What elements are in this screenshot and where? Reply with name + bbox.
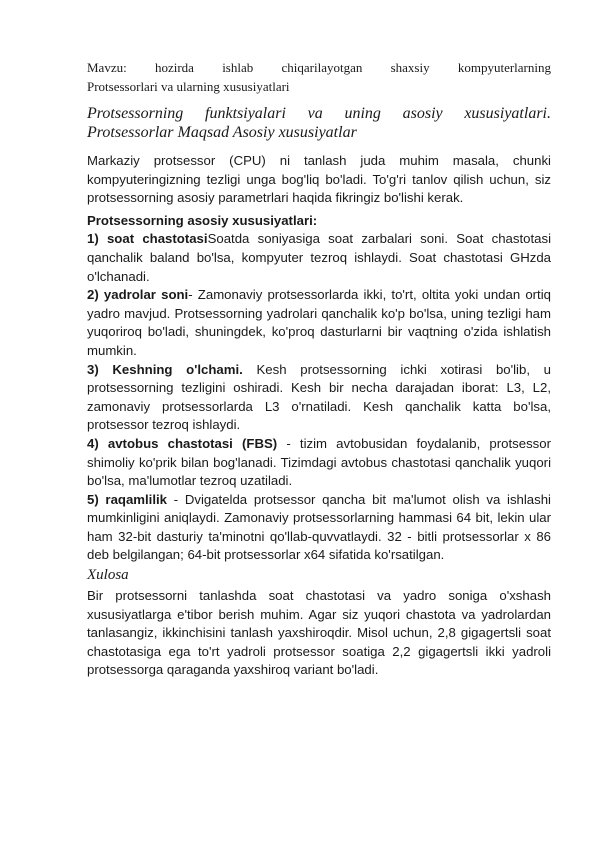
feature-term: 3) Keshning o'lchami. xyxy=(87,361,243,377)
feature-text: - tizim avtobusidan foydalanib, protsessor shimoliy ko'prik bilan bog'lanadi. Tizimdagi avtobus chastotasi qanchalik yuqori bo'lsa, ma'lumotlar tezroq uzatiladi. xyxy=(87,435,551,489)
feature-item-core-count xyxy=(87,286,551,360)
feature-item-bitness xyxy=(87,491,551,565)
feature-item-bus-frequency xyxy=(87,435,551,491)
feature-term: 4) avtobus chastotasi (FBS) xyxy=(87,435,278,451)
intro-paragraph: Markaziy protsessor (CPU) ni tanlash juda muhim masala, chunki kompyuteringizning tezligi unga bog'liq bo'ladi. To'g'ri tanlov qilish uchun, siz protsessorning asosiy parametrlari haqida fikringiz bo'lishi kerak. xyxy=(87,153,551,206)
section-subtitle xyxy=(87,104,551,142)
topic-title-line-2: Protsessorlari va ularning xususiyatlari xyxy=(87,79,290,94)
document-page xyxy=(87,58,551,680)
section-subtitle-line-2: Protsessorlar Maqsad Asosiy xususiyatlar xyxy=(87,124,357,141)
feature-term: 5) raqamlilik xyxy=(87,491,168,507)
feature-text: - Zamonaviy protsessorlarda ikki, to'rt, oltita yoki undan ortiq yadro mavjud. Protsessorning yadrolari qanchalik ko'p bo'lsa, uning tezligi ham yuqoriroq bo'ladi, shuningdek, ko'proq dasturlarni bir vaqtning o'zida ishlatish mumkin. xyxy=(87,287,551,358)
conclusion-title: Xulosa xyxy=(87,567,129,584)
feature-text: Soatda soniyasiga soat zarbalari soni. Soat chastotasi qanchalik baland bo'lsa, kompyuter tezroq ishlaydi. Soat chastotasi GHzda o'lchanadi. xyxy=(87,231,551,284)
topic-title-line-1: Mavzu: hozirda ishlab chiqarilayotgan shaxsiy kompyuterlarning xyxy=(87,60,551,75)
feature-item-clock-speed xyxy=(87,230,551,286)
feature-text: - Dvigatelda protsessor qancha bit ma'lumot olish va ishlashi mumkinligini aniqlaydi. Zamonaviy protsessorlarning hammasi 64 bit, lekin ular ham 32-bit dasturiy ta'minotni qo'llab-quvvatlaydi. 32 - bitli protsessorlar x 86 deb belgilangan; 64-bit protsessorlar x64 sifatida ko'rsatilgan. xyxy=(87,491,551,563)
feature-term: 1) soat chastotasi xyxy=(87,231,208,247)
feature-term: 2) yadrolar soni xyxy=(87,287,189,303)
features-heading: Protsessorning asosiy xususiyatlari: xyxy=(87,212,318,228)
section-subtitle-line-1: Protsessorning funktsiyalari va uning asosiy xususiyatlari. xyxy=(87,105,551,122)
feature-item-cache-size xyxy=(87,361,551,435)
feature-text: Kesh protsessorning ichki xotirasi bo'lib, u protsessorning tezligini oshiradi. Kesh bir necha darajadan iborat: L3, L2, zamonaviy protsessorlarda L3 o'rnatiladi. Kesh qanchalik katta bo'lsa, protsessor tezroq ishlaydi. xyxy=(87,361,552,433)
conclusion-paragraph: Bir protsessorni tanlashda soat chastotasi va yadro soniga o'xshash xususiyatlarga e'tibor berish muhim. Agar siz yuqori chastota va yadrolardan tanlasangiz, ikkinchisini tanlash yaxshiroqdir. Misol uchun, 2,8 gigagertsli soat chastotasiga ega to'rt yadroli protsessor soatiga 2,2 gigagertsli ikki yadroli protsessorga qaraganda yaxshiroq variant bo'ladi. xyxy=(87,588,551,678)
topic-title xyxy=(87,58,551,96)
